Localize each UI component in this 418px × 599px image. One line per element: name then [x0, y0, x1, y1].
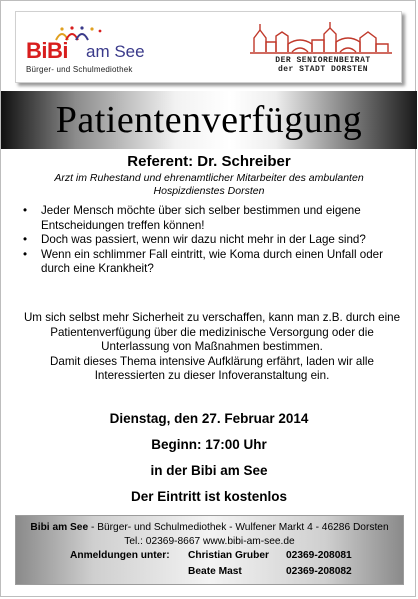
footer-contact2-phone: 02369-208082: [286, 566, 352, 577]
footer-phone-web: Tel.: 02369-8667 www.bibi-am-see.de: [124, 536, 295, 547]
referent-name: Referent: Dr. Schreiber: [127, 153, 291, 170]
event-date: Dienstag, den 27. Februar 2014: [109, 411, 309, 426]
footer-org-name: Bibi am See: [30, 522, 89, 533]
footer-address: - Bürger- und Schulmediothek - Wulfener Markt 4 - 46286 Dorsten: [88, 522, 389, 533]
logo-header: [15, 11, 402, 83]
title-band: [1, 91, 417, 149]
event-place: in der Bibi am See: [150, 463, 268, 478]
town-skyline-icon: [248, 20, 394, 56]
bibi-logo-subtitle: Bürger- und Schulmediothek: [26, 65, 133, 74]
contact-footer: [15, 515, 404, 585]
question-list: [23, 204, 403, 277]
bibi-logo-word: BiBi: [26, 38, 68, 63]
seniorenbeirat-line1: DER SENIORENBEIRAT: [275, 56, 371, 65]
seniorenbeirat-logo: [248, 20, 394, 76]
referent-description: Arzt im Ruhestand und ehrenamtlicher Mitarbeiter des ambulanten Hospizdienstes Dorsten: [54, 172, 364, 197]
event-admission: Der Eintritt ist kostenlos: [130, 489, 288, 504]
bibi-logo: [26, 22, 206, 74]
intro-paragraph: [23, 311, 401, 384]
page-title: Patientenverfügung: [55, 99, 363, 141]
paragraph-text-2: Damit dieses Thema intensive Aufklärung erfährt, laden wir alle Interessierten zu dieser Infoveranstaltung ein.: [50, 354, 374, 383]
bibi-logo-amsee: am See: [86, 42, 145, 61]
footer-registration-label: Anmeldungen unter:: [70, 550, 170, 561]
paragraph-text-1: Um sich selbst mehr Sicherheit zu verschaffen, kann man z.B. durch eine Patientenverfügung über die medizinische Versorgung oder die Unterlassung von Maßnahmen bestimmen.: [23, 311, 401, 354]
seniorenbeirat-line2: der STADT DORSTEN: [277, 65, 369, 74]
list-item: • Wenn ein schlimmer Fall eintritt, wie Koma durch einen Unfall oder durch eine Krankheit?: [23, 248, 403, 277]
list-item: • Jeder Mensch möchte über sich selber bestimmen und eigene Entscheidungen treffen können!: [23, 204, 403, 233]
list-item: • Doch was passiert, wenn wir dazu nicht mehr in der Lage sind?: [23, 233, 403, 248]
footer-address-line: [16, 522, 403, 533]
footer-contact2-name: Beate Mast: [188, 566, 242, 577]
footer-contact1-name: Christian Gruber: [188, 550, 269, 561]
event-time: Beginn: 17:00 Uhr: [151, 437, 267, 452]
footer-contact1-phone: 02369-208081: [286, 550, 352, 561]
